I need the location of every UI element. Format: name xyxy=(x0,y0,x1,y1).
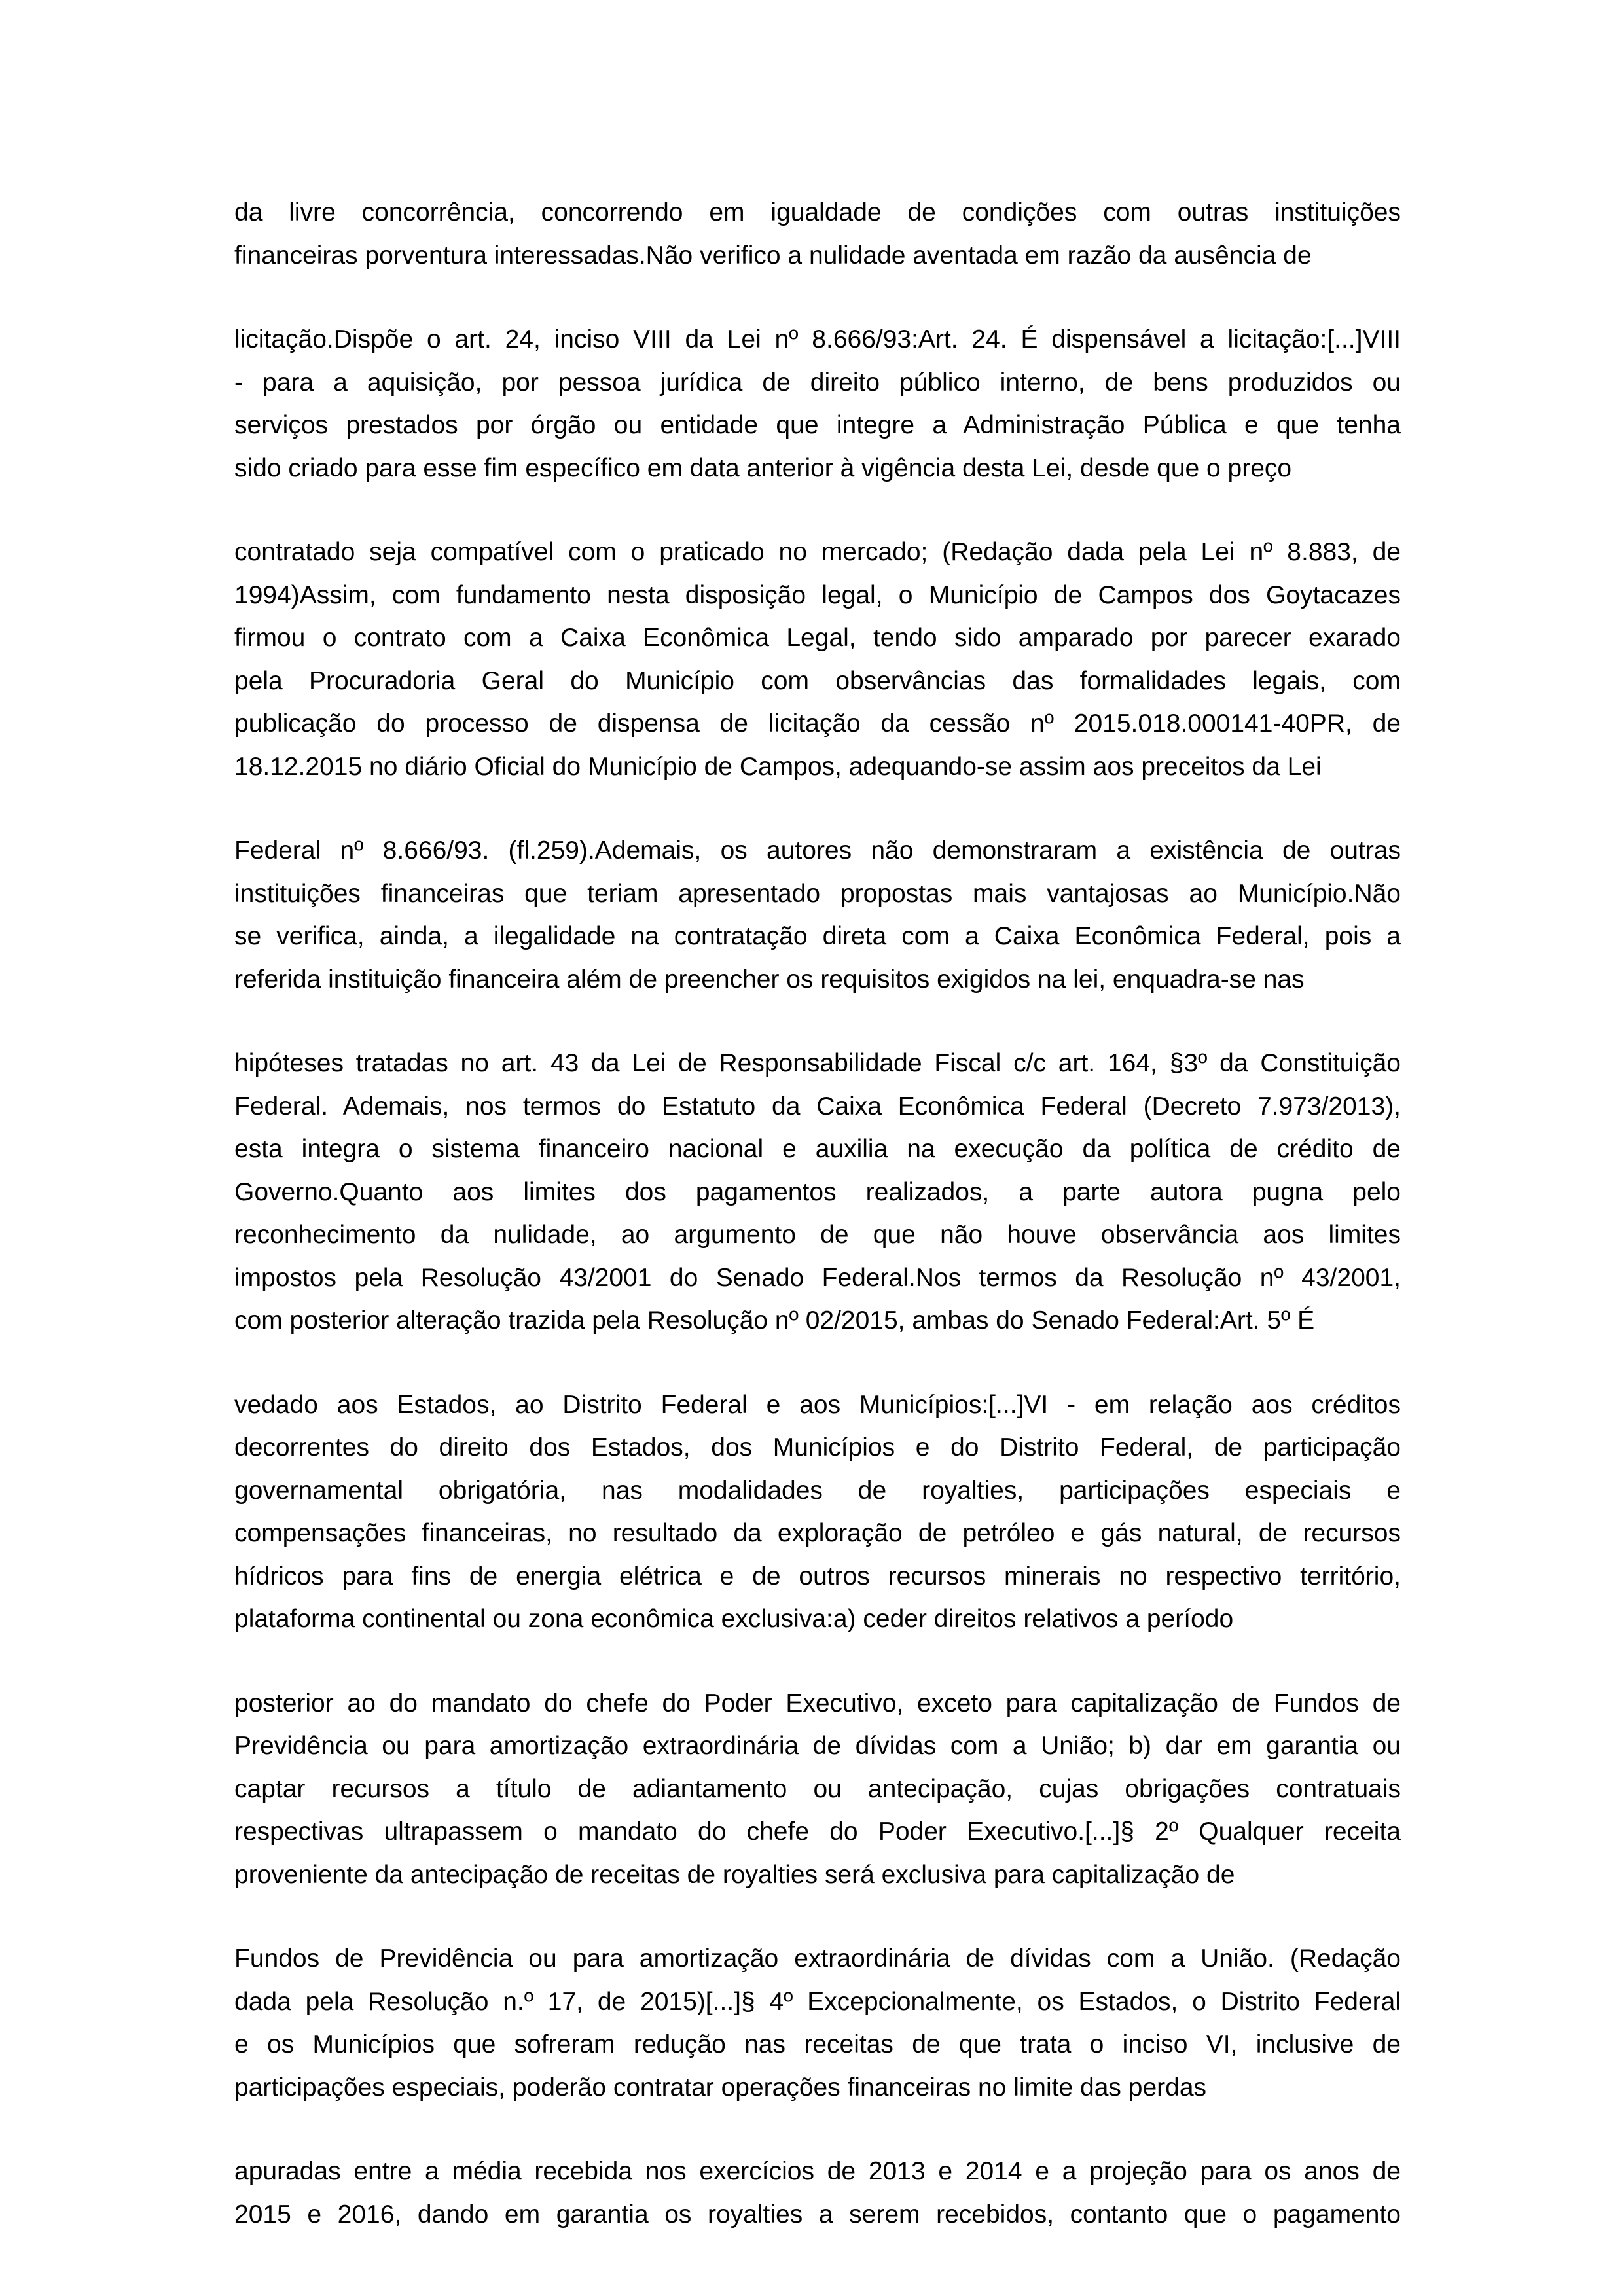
text-line: da livre concorrência, concorrendo em igualdade de condições com outras instituições xyxy=(234,198,1401,226)
text-line: financeiras porventura interessadas.Não verifico a nulidade aventada em razão da ausência de xyxy=(234,241,1312,270)
paragraph xyxy=(234,1042,1401,1342)
text-line: - para a aquisição, por pessoa jurídica de direito público interno, de bens produzidos ou xyxy=(234,368,1401,397)
paragraph xyxy=(234,318,1401,490)
document-body xyxy=(234,191,1401,2236)
text-line: captar recursos a título de adiantamento ou antecipação, cujas obrigações contratuais xyxy=(234,1774,1401,1803)
text-line: Fundos de Previdência ou para amortização extraordinária de dívidas com a União. (Redação xyxy=(234,1945,1401,1973)
text-line: posterior ao do mandato do chefe do Poder Executivo, exceto para capitalização de Fundos de xyxy=(234,1689,1401,1717)
text-line: 2015 e 2016, dando em garantia os royalties a serem recebidos, contanto que o pagamento xyxy=(234,2200,1401,2229)
text-line: licitação.Dispõe o art. 24, inciso VIII da Lei nº 8.666/93:Art. 24. É dispensável a licitação:[...]VIII xyxy=(234,325,1401,353)
text-line: e os Municípios que sofreram redução nas receitas de que trata o inciso VI, inclusive de xyxy=(234,2030,1401,2058)
text-line: impostos pela Resolução 43/2001 do Senado Federal.Nos termos da Resolução nº 43/2001, xyxy=(234,1263,1401,1292)
text-line: instituições financeiras que teriam apresentado propostas mais vantajosas ao Município.Não xyxy=(234,879,1401,908)
paragraph xyxy=(234,1384,1401,1641)
text-line: sido criado para esse fim específico em data anterior à vigência desta Lei, desde que o preço xyxy=(234,454,1292,482)
text-line: hipóteses tratadas no art. 43 da Lei de Responsabilidade Fiscal c/c art. 164, §3º da Constituição xyxy=(234,1049,1401,1077)
text-line: Previdência ou para amortização extraordinária de dívidas com a União; b) dar em garantia ou xyxy=(234,1732,1401,1760)
text-line: Governo.Quanto aos limites dos pagamentos realizados, a parte autora pugna pelo xyxy=(234,1177,1401,1206)
text-line: serviços prestados por órgão ou entidade que integre a Administração Pública e que tenha xyxy=(234,411,1401,439)
text-line: plataforma continental ou zona econômica exclusiva:a) ceder direitos relativos a período xyxy=(234,1605,1234,1633)
text-line: compensações financeiras, no resultado da exploração de petróleo e gás natural, de recursos xyxy=(234,1519,1401,1547)
text-line: vedado aos Estados, ao Distrito Federal e aos Municípios:[...]VI - em relação aos créditos xyxy=(234,1390,1401,1419)
text-line: contratado seja compatível com o praticado no mercado; (Redação dada pela Lei nº 8.883, de xyxy=(234,538,1401,566)
text-line: firmou o contrato com a Caixa Econômica Legal, tendo sido amparado por parecer exarado xyxy=(234,624,1401,652)
text-line: proveniente da antecipação de receitas de royalties será exclusiva para capitalização de xyxy=(234,1860,1235,1889)
text-line: reconhecimento da nulidade, ao argumento de que não houve observância aos limites xyxy=(234,1221,1401,1249)
paragraph xyxy=(234,829,1401,1001)
text-line: respectivas ultrapassem o mandato do chefe do Poder Executivo.[...]§ 2º Qualquer receita xyxy=(234,1818,1401,1846)
text-line: referida instituição financeira além de preencher os requisitos exigidos na lei, enquadra-se nas xyxy=(234,965,1305,994)
text-line: se verifica, ainda, a ilegalidade na contratação direta com a Caixa Econômica Federal, pois a xyxy=(234,922,1401,950)
text-line: dada pela Resolução n.º 17, de 2015)[...]§ 4º Excepcionalmente, os Estados, o Distrito Federal xyxy=(234,1987,1401,2016)
text-line: participações especiais, poderão contratar operações financeiras no limite das perdas xyxy=(234,2073,1207,2102)
text-line: apuradas entre a média recebida nos exercícios de 2013 e 2014 e a projeção para os anos de xyxy=(234,2157,1401,2185)
text-line: governamental obrigatória, nas modalidades de royalties, participações especiais e xyxy=(234,1476,1401,1505)
text-line: 1994)Assim, com fundamento nesta disposição legal, o Município de Campos dos Goytacazes xyxy=(234,581,1401,609)
paragraph xyxy=(234,531,1401,788)
text-line: Federal. Ademais, nos termos do Estatuto da Caixa Econômica Federal (Decreto 7.973/2013), xyxy=(234,1092,1401,1121)
text-line: Federal nº 8.666/93. (fl.259).Ademais, os autores não demonstraram a existência de outras xyxy=(234,836,1401,865)
paragraph xyxy=(234,1937,1401,2109)
text-line: publicação do processo de dispensa de licitação da cessão nº 2015.018.000141-40PR, de xyxy=(234,709,1401,738)
text-line: decorrentes do direito dos Estados, dos Municípios e do Distrito Federal, de participação xyxy=(234,1433,1401,1462)
paragraph xyxy=(234,1682,1401,1897)
paragraph xyxy=(234,191,1401,277)
text-line: esta integra o sistema financeiro nacional e auxilia na execução da política de crédito de xyxy=(234,1135,1401,1163)
paragraph xyxy=(234,2150,1401,2236)
text-line: pela Procuradoria Geral do Município com observâncias das formalidades legais, com xyxy=(234,666,1401,695)
text-line: hídricos para fins de energia elétrica e de outros recursos minerais no respectivo território, xyxy=(234,1562,1401,1590)
text-line: com posterior alteração trazida pela Resolução nº 02/2015, ambas do Senado Federal:Art. 5º É xyxy=(234,1306,1315,1335)
text-line: 18.12.2015 no diário Oficial do Município de Campos, adequando-se assim aos preceitos da Lei xyxy=(234,752,1322,781)
